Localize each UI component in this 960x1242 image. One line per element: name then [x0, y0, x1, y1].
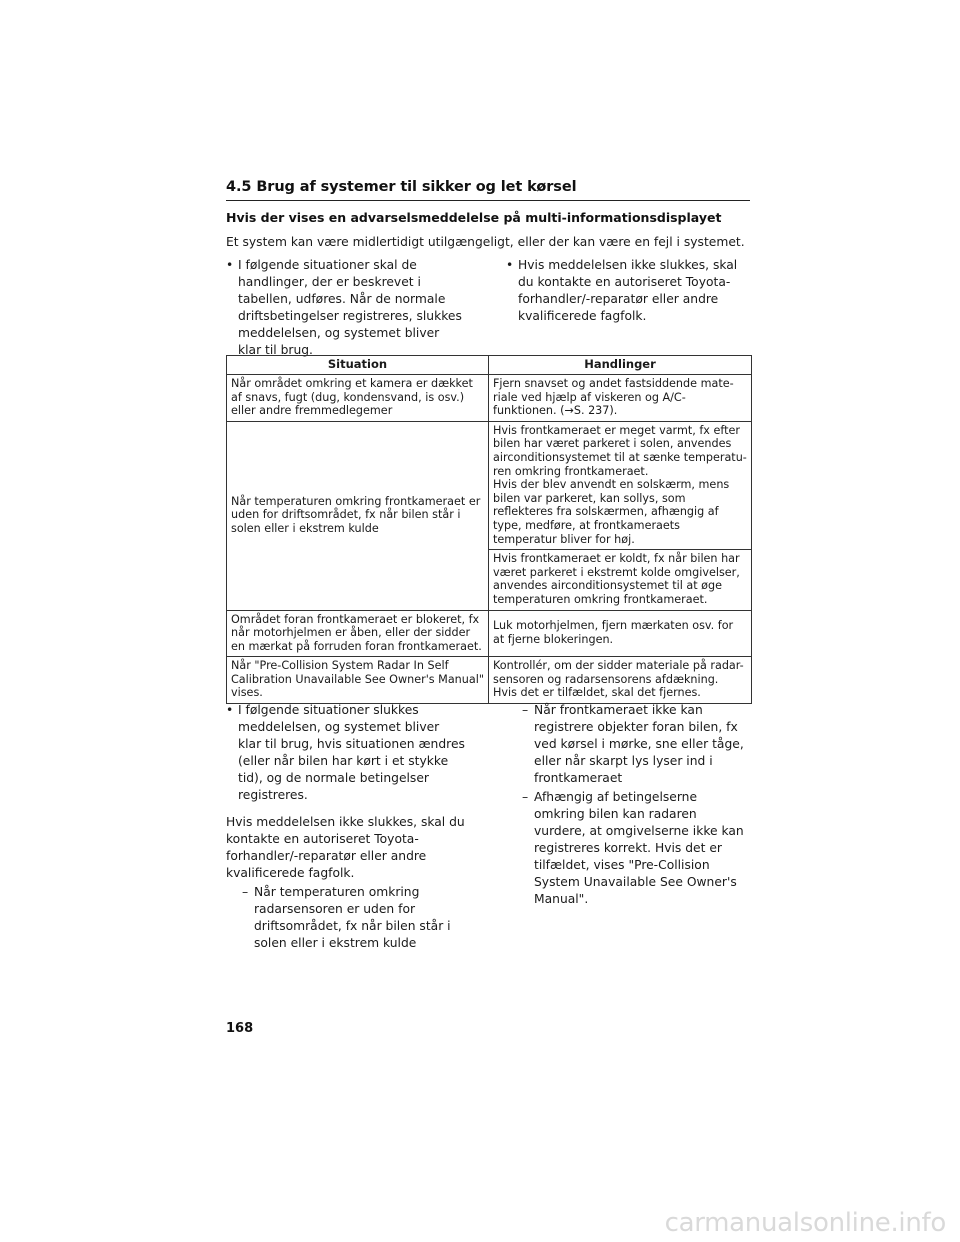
table-row [227, 421, 752, 549]
bullet-text: Hvis meddelelsen ikke slukkes, skal du kontakte en autoriseret Toyota-forhandler/-reparatør eller andre kvalificerede fagfolk. [518, 258, 738, 323]
page-number: 168 [226, 1021, 254, 1036]
list-item [226, 702, 466, 804]
table-row [227, 657, 752, 704]
bullet-marker: • [226, 258, 234, 272]
action-cell: Hvis frontkameraet er meget varmt, fx efter bilen har været parkeret i solen, anvendes airconditionsystemet til at sænke temperatu-ren omkring frontkameraet. Hvis der blev anvendt en solskærm, mens bilen var parkeret, kan sollys, som reflekteres fra solskærmen, afhængig af type, medføre, at frontkameraets temperatur bliver for høj. [489, 421, 752, 549]
situation-table [226, 355, 752, 704]
dash-text: Når frontkameraet ikke kan registrere objekter foran bilen, fx ved kørsel i mørke, sne eller tåge, eller når skarpt lys lyser ind i frontkameraet [534, 703, 744, 785]
list-item [226, 257, 462, 359]
column-header-actions: Handlinger [489, 356, 752, 375]
watermark: carmanualsonline.info [664, 1208, 946, 1238]
action-cell: Fjern snavset og andet fastsiddende mate-riale ved hjælp af viskeren og A/C-funktionen. (→S. 237). [489, 375, 752, 422]
section-title: 4.5 Brug af systemer til sikker og let kørsel [226, 179, 750, 201]
bullet-marker: • [226, 703, 234, 717]
table-row [227, 610, 752, 657]
column-header-situation: Situation [227, 356, 489, 375]
bottom-left-column [226, 702, 466, 954]
dash-text: Afhængig af betingelserne omkring bilen kan radaren vurdere, at omgivelserne ikke kan registreres korrekt. Hvis det er tilfældet, vises "Pre-Collision System Unavailable See Owner's Manual". [534, 790, 744, 906]
intro-paragraph: Et system kan være midlertidigt utilgængeligt, eller der kan være en fejl i systemet. [226, 235, 745, 249]
bullet-text: I følgende situationer skal de handlinger, der er beskrevet i tabellen, udføres. Når de normale driftsbetingelser registreres, slukkes meddelelsen, og systemet bliver klar til brug. [238, 258, 462, 357]
list-item [522, 702, 746, 787]
subheading: Hvis der vises en advarselsmeddelelse på multi-informationsdisplayet [226, 210, 722, 225]
situation-cell: Området foran frontkameraet er blokeret, fx når motorhjelmen er åben, eller der sidder en mærkat på forruden foran frontkameraet. [227, 610, 489, 657]
situation-cell: Når "Pre-Collision System Radar In Self Calibration Unavailable See Owner's Manual" vises. [227, 657, 489, 704]
bullet-text: I følgende situationer slukkes meddelelsen, og systemet bliver klar til brug, hvis situationen ændres (eller når bilen har kørt i et stykke tid), og de normale betingelser registreres. [238, 703, 465, 802]
top-left-column [226, 257, 462, 365]
table-row [227, 375, 752, 422]
action-cell: Luk motorhjelmen, fjern mærkaten osv. for at fjerne blokeringen. [489, 610, 752, 657]
dash-marker: – [242, 885, 249, 899]
dash-text: Når temperaturen omkring radarsensoren er uden for driftsområdet, fx når bilen står i solen eller i ekstrem kulde [254, 885, 451, 950]
top-right-column [506, 257, 742, 331]
table-header-row [227, 356, 752, 375]
dash-marker: – [522, 703, 529, 717]
list-item [522, 789, 746, 908]
list-item [242, 884, 466, 952]
contact-paragraph: Hvis meddelelsen ikke slukkes, skal du kontakte en autoriseret Toyota-forhandler/-reparatør eller andre kvalificerede fagfolk. [226, 815, 465, 880]
dash-marker: – [522, 790, 529, 804]
situation-cell: Når området omkring et kamera er dækket af snavs, fugt (dug, kondensvand, is osv.) eller andre fremmedlegemer [227, 375, 489, 422]
situation-cell: Når temperaturen omkring frontkameraet er uden for driftsområdet, fx når bilen står i solen eller i ekstrem kulde [227, 421, 489, 610]
bullet-marker: • [506, 258, 514, 272]
bottom-right-column [522, 702, 746, 910]
list-item [506, 257, 742, 325]
action-cell: Kontrollér, om der sidder materiale på radar-sensoren og radarsensorens afdækning. Hvis det er tilfældet, skal det fjernes. [489, 657, 752, 704]
action-cell: Hvis frontkameraet er koldt, fx når bilen har været parkeret i ekstremt kolde omgivelser, anvendes airconditionsystemet til at øge temperaturen omkring frontkameraet. [489, 550, 752, 610]
